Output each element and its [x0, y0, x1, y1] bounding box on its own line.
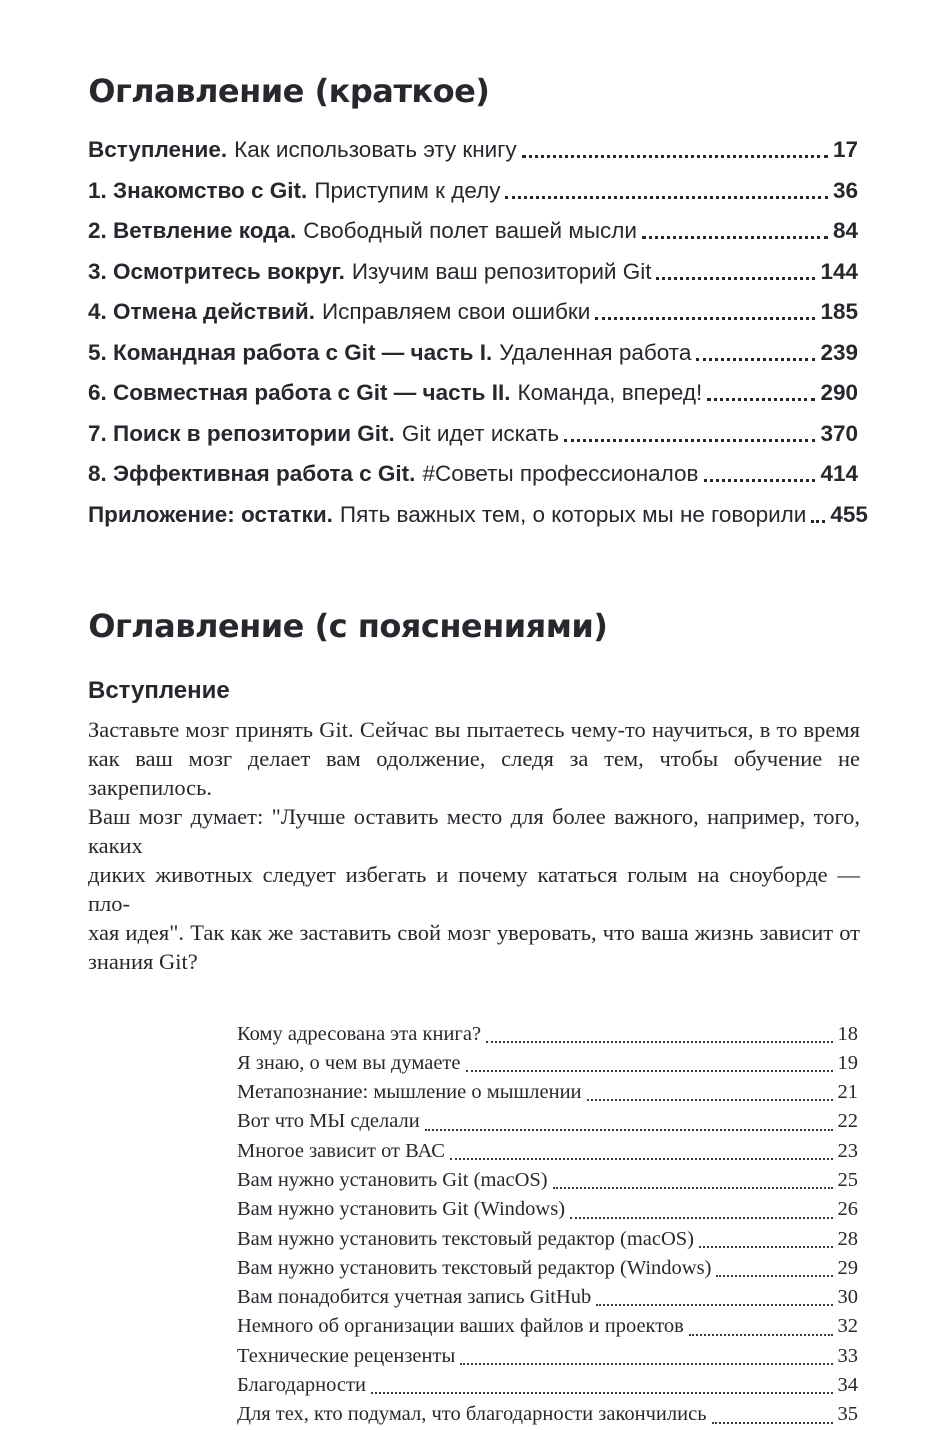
toc-entry — [88, 462, 858, 486]
toc-entry-title: 2. Ветвление кода. — [88, 218, 297, 243]
toc-entry — [237, 1400, 858, 1429]
toc-entry-label: Вам понадобится учетная запись GitHub — [237, 1286, 592, 1309]
toc-entry-subtitle: #Советы профессионалов — [422, 461, 699, 486]
toc-entry — [237, 1254, 858, 1283]
toc-entry-title: 3. Осмотритесь вокруг. — [88, 258, 345, 284]
toc-page-number: 25 — [837, 1168, 858, 1191]
toc-entry-subtitle: Команда, вперед! — [517, 380, 703, 405]
toc-entry-title: 8. Эффективная работа с Git. — [88, 461, 416, 486]
paragraph-line: хая идея". Так как же заставить свой мозг уверовать, что ваша жизнь зависит от — [88, 919, 860, 945]
toc-entry — [88, 501, 868, 527]
brief-toc-list — [88, 137, 868, 527]
toc-entry — [237, 1371, 858, 1400]
toc-page-number: 239 — [820, 339, 858, 365]
toc-entry-title: 4. Отмена действий. — [88, 299, 315, 324]
toc-entry — [88, 422, 858, 446]
toc-entry-label: Вам нужно установить Git (Windows) — [237, 1198, 566, 1221]
toc-entry-title: Приложение: остатки. — [88, 501, 333, 527]
intro-paragraph — [88, 715, 860, 976]
toc-entry-label: Многое зависит от ВАС — [237, 1139, 445, 1162]
paragraph-line: знания Git? — [88, 948, 198, 974]
toc-entry-label: Вам нужно установить текстовый редактор (Windows) — [237, 1256, 712, 1279]
toc-entry — [237, 1020, 858, 1049]
toc-page-number: 36 — [832, 177, 858, 203]
paragraph-line: Ваш мозг думает: "Лучше оставить место для более важного, например, того, каких — [88, 803, 860, 858]
toc-page-number: 21 — [837, 1081, 858, 1104]
toc-page-number: 23 — [837, 1139, 858, 1162]
toc-entry — [88, 260, 858, 284]
toc-entry — [237, 1312, 858, 1341]
toc-entry — [88, 381, 858, 405]
toc-page-number: 26 — [837, 1198, 858, 1221]
toc-page-number: 33 — [837, 1344, 858, 1367]
toc-entry — [88, 219, 858, 243]
toc-entry-label: Благодарности — [237, 1374, 366, 1397]
toc-entry-subtitle: Git идет искать — [401, 420, 560, 446]
toc-entry — [88, 138, 858, 162]
toc-page-number: 35 — [837, 1403, 858, 1426]
toc-entry — [88, 300, 858, 324]
toc-entry-title: 7. Поиск в репозитории Git. — [88, 420, 395, 446]
toc-entry — [237, 1049, 858, 1078]
toc-page-number: 17 — [832, 137, 858, 162]
toc-entry-label: Немного об организации ваших файлов и проектов — [237, 1315, 684, 1338]
intro-section-heading: Вступление — [88, 676, 230, 704]
toc-entry — [237, 1078, 858, 1107]
paragraph-line: Заставьте мозг принять Git. Сейчас вы пытаетесь чему-то научиться, в то время — [88, 716, 860, 742]
toc-page-number: 84 — [832, 218, 858, 243]
toc-page-number: 414 — [820, 461, 858, 486]
toc-entry-subtitle: Пять важных тем, о которых мы не говорили — [339, 501, 807, 527]
paragraph-line: диких животных следует избегать и почему кататься голым на сноуборде — пло- — [88, 861, 860, 916]
toc-entry — [88, 341, 858, 365]
detailed-toc-title: Оглавление (с пояснениями) — [88, 606, 608, 645]
toc-page-number: 29 — [837, 1256, 858, 1279]
toc-entry — [237, 1342, 858, 1371]
toc-entry-label: Технические рецензенты — [237, 1344, 456, 1367]
toc-entry-title: 5. Командная работа с Git — часть I. — [88, 339, 493, 365]
toc-page-number: 19 — [837, 1051, 858, 1074]
toc-entry-label: Кому адресована эта книга? — [237, 1022, 482, 1045]
toc-entry-title: 6. Совместная работа с Git — часть II. — [88, 380, 511, 405]
toc-entry — [237, 1283, 858, 1312]
toc-page-number: 144 — [820, 258, 858, 284]
toc-entry-subtitle: Приступим к делу — [314, 177, 501, 203]
toc-entry-label: Для тех, кто подумал, что благодарности закончились — [237, 1403, 707, 1426]
toc-page-number: 185 — [820, 299, 858, 324]
toc-entry — [237, 1225, 858, 1254]
toc-entry-subtitle: Исправляем свои ошибки — [321, 299, 591, 324]
toc-entry-title: 1. Знакомство с Git. — [88, 177, 308, 203]
toc-page-number: 32 — [837, 1315, 858, 1338]
toc-entry — [237, 1107, 858, 1136]
toc-page-number: 34 — [837, 1374, 858, 1397]
toc-page-number: 370 — [820, 420, 858, 446]
toc-entry-subtitle: Как использовать эту книгу — [234, 137, 517, 162]
toc-entry — [88, 179, 858, 203]
toc-entry-label: Метапознание: мышление о мышлении — [237, 1081, 582, 1104]
toc-page-number: 290 — [820, 380, 858, 405]
toc-entry-subtitle: Удаленная работа — [499, 339, 692, 365]
toc-entry-subtitle: Изучим ваш репозиторий Git — [351, 258, 652, 284]
toc-entry — [237, 1137, 858, 1166]
toc-entry-label: Вам нужно установить текстовый редактор (macOS) — [237, 1227, 694, 1250]
toc-page-number: 22 — [837, 1110, 858, 1133]
toc-page-number: 28 — [837, 1227, 858, 1250]
toc-entry-label: Вам нужно установить Git (macOS) — [237, 1168, 548, 1191]
toc-page-number: 455 — [830, 501, 868, 527]
toc-entry-label: Я знаю, о чем вы думаете — [237, 1051, 461, 1074]
detailed-toc-list — [237, 1020, 858, 1430]
toc-page-number: 18 — [837, 1022, 858, 1045]
toc-entry-subtitle: Свободный полет вашей мысли — [303, 218, 637, 243]
brief-toc-title: Оглавление (краткое) — [88, 72, 490, 110]
paragraph-line: как ваш мозг делает вам одолжение, следя за тем, чтобы обучение не закрепилось. — [88, 745, 860, 800]
toc-entry-label: Вот что МЫ сделали — [237, 1110, 420, 1133]
toc-entry-title: Вступление. — [88, 137, 228, 162]
toc-entry — [237, 1166, 858, 1195]
toc-entry — [237, 1195, 858, 1224]
toc-page-number: 30 — [837, 1286, 858, 1309]
